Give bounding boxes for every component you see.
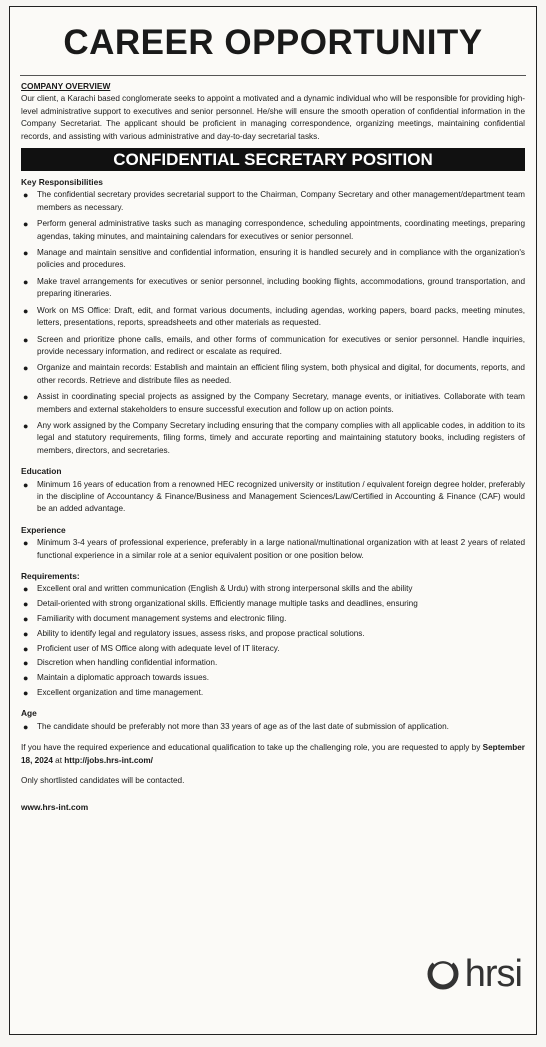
list-item <box>21 420 525 457</box>
title-divider <box>20 75 526 76</box>
list-item-text: Detail-oriented with strong organizational skills. Efficiently manage multiple tasks and deadlines, ensuring <box>37 599 418 609</box>
position-banner: CONFIDENTIAL SECRETARY POSITION <box>21 148 525 171</box>
bullet-icon: ● <box>23 190 29 201</box>
bullet-icon: ● <box>23 538 29 549</box>
list-item <box>21 672 525 684</box>
list-item-text: Work on MS Office: Draft, edit, and format various documents, including agendas, working papers, board packs, meeting minutes, letters, presentations, reports, spreadsheets and other materials as requested. <box>37 305 525 328</box>
list-item-text: The candidate should be preferably not more than 33 years of age as of the last date of submission of application. <box>37 721 449 731</box>
bullet-icon: ● <box>23 614 29 624</box>
list-item <box>21 583 525 595</box>
list-item-text: The confidential secretary provides secretarial support to the Chairman, Company Secretary and other management/department team members as necessary. <box>37 190 525 212</box>
age-list <box>21 721 525 733</box>
logo-text: hrsi <box>464 953 522 995</box>
bullet-icon: ● <box>23 363 29 374</box>
responsibilities-heading: Key Responsibilities <box>21 177 103 188</box>
bullet-icon: ● <box>23 479 29 490</box>
list-item <box>21 391 525 416</box>
application-instructions <box>21 742 525 787</box>
shortlist-note: Only shortlisted candidates will be contacted. <box>21 776 185 786</box>
list-item <box>21 721 525 733</box>
list-item <box>21 613 525 625</box>
website-link[interactable]: www.hrs-int.com <box>21 802 89 813</box>
list-item-text: Any work assigned by the Company Secretary including ensuring that the company complies with all applicable codes, in addition to its legal and statutory requirements, filing forms, timely and accurate reporting and maintaining statutory books, including registers of members, directors, and secretaries. <box>37 420 525 455</box>
list-item-text: Discretion when handling confidential information. <box>37 658 218 668</box>
list-item <box>21 189 525 214</box>
age-heading: Age <box>21 708 37 719</box>
list-item-text: Maintain a diplomatic approach towards issues. <box>37 673 210 683</box>
company-logo <box>425 954 522 994</box>
bullet-icon: ● <box>23 658 29 669</box>
bullet-icon: ● <box>23 392 29 403</box>
list-item-text: Ability to identify legal and regulatory issues, assess risks, and propose practical solutions. <box>37 628 365 638</box>
bullet-icon: ● <box>23 584 29 595</box>
list-item-text: Minimum 3-4 years of professional experience, preferably in a large national/multinational organization with at least 2 years of related functional experience in a similar role at a senior equivalent position or one position below. <box>37 538 525 560</box>
apply-text <box>21 742 525 767</box>
list-item <box>21 247 525 272</box>
bullet-icon: ● <box>23 721 29 732</box>
list-item-text: Familiarity with document management systems and electronic filing. <box>37 614 287 623</box>
bullet-icon: ● <box>23 219 29 230</box>
ad-content <box>10 80 536 814</box>
list-item-text: Manage and maintain sensitive and confidential information, ensuring it is handled securely and in compliance with the organization's policies and procedures. <box>37 248 525 270</box>
list-item-text: Assist in coordinating special projects as assigned by the Company Secretary, manage events, or initiatives. Collaborate with team members and external stakeholders to ensure successful execution and follow up on action points. <box>37 392 525 414</box>
list-item-text: Perform general administrative tasks such as managing correspondence, scheduling appointments, coordinating meetings, preparing agendas, taking minutes, and maintaining calendars for executives or senior personnel. <box>37 219 525 241</box>
bullet-icon: ● <box>23 599 29 610</box>
list-item <box>21 276 525 301</box>
bullet-icon: ● <box>23 643 29 654</box>
apply-mid: at <box>52 755 65 765</box>
experience-list <box>21 537 525 562</box>
apply-link[interactable]: http://jobs.hrs-int.com/ <box>64 755 153 765</box>
education-heading: Education <box>21 466 62 477</box>
bullet-icon: ● <box>23 248 29 259</box>
education-list <box>21 479 525 516</box>
list-item <box>21 305 525 330</box>
list-item <box>21 218 525 243</box>
overview-heading: COMPANY OVERVIEW <box>21 81 111 91</box>
list-item-text: Excellent organization and time management. <box>37 687 204 697</box>
hrsi-ring-logo-icon <box>425 956 461 992</box>
list-item <box>21 334 525 359</box>
deadline-date: September 18, 2024 <box>21 743 525 765</box>
bullet-icon: ● <box>23 305 29 316</box>
bullet-icon: ● <box>23 628 29 639</box>
list-item <box>21 687 525 699</box>
list-item <box>21 643 525 655</box>
list-item <box>21 479 525 516</box>
requirements-list <box>21 583 525 699</box>
list-item <box>21 598 525 610</box>
list-item-text: Proficient user of MS Office along with adequate level of IT literacy. <box>37 643 280 653</box>
requirements-heading: Requirements: <box>21 571 80 581</box>
list-item <box>21 628 525 640</box>
list-item <box>21 657 525 669</box>
list-item-text: Screen and prioritize phone calls, emails, and other forms of communication for executives or senior personnel. Handle inquiries, provide necessary information, and redirect or escalate as required. <box>37 334 525 356</box>
bullet-icon: ● <box>23 687 29 698</box>
bullet-icon: ● <box>23 420 29 431</box>
list-item-text: Organize and maintain records: Establish and maintain an efficient filing system, both physical and digital, for documents, reports, and other records. Retrieve and distribute files as needed. <box>37 363 525 385</box>
list-item <box>21 537 525 562</box>
bullet-icon: ● <box>23 276 29 287</box>
job-advertisement <box>9 6 537 1035</box>
list-item-text: Excellent oral and written communication (English & Urdu) with strong interpersonal skills and the ability <box>37 584 413 594</box>
bullet-icon: ● <box>23 334 29 345</box>
bullet-icon: ● <box>23 673 29 684</box>
experience-heading: Experience <box>21 524 66 535</box>
apply-prefix: If you have the required experience and educational qualification to take up the challenging role, you are requested to apply by <box>21 743 483 753</box>
list-item-text: Make travel arrangements for executives or senior personnel, including booking flights, accommodations, ground transportation, and preparing itineraries. <box>37 276 525 299</box>
overview-text: Our client, a Karachi based conglomerate seeks to appoint a motivated and a dynamic individual who will be responsible for providing high-level administrative support to executives and senior personnel. He/she will ensure the smooth operation of confidential information in the Company Secretariat. The applicant should be proficient in managing correspondence, organizing meetings, maintaining confidential records, and assisting with various administrative and day-to-day secretarial tasks. <box>21 94 525 141</box>
page-title: CAREER OPPORTUNITY <box>63 23 483 62</box>
responsibilities-list <box>21 189 525 457</box>
list-item <box>21 362 525 387</box>
list-item-text: Minimum 16 years of education from a renowned HEC recognized university or institution / equivalent foreign degree holder, preferably in the discipline of Accountancy & Finance/Business and Management Sciences/Law/Certified in Accounting & Finance (CAF) would be an added advantage. <box>37 479 525 514</box>
